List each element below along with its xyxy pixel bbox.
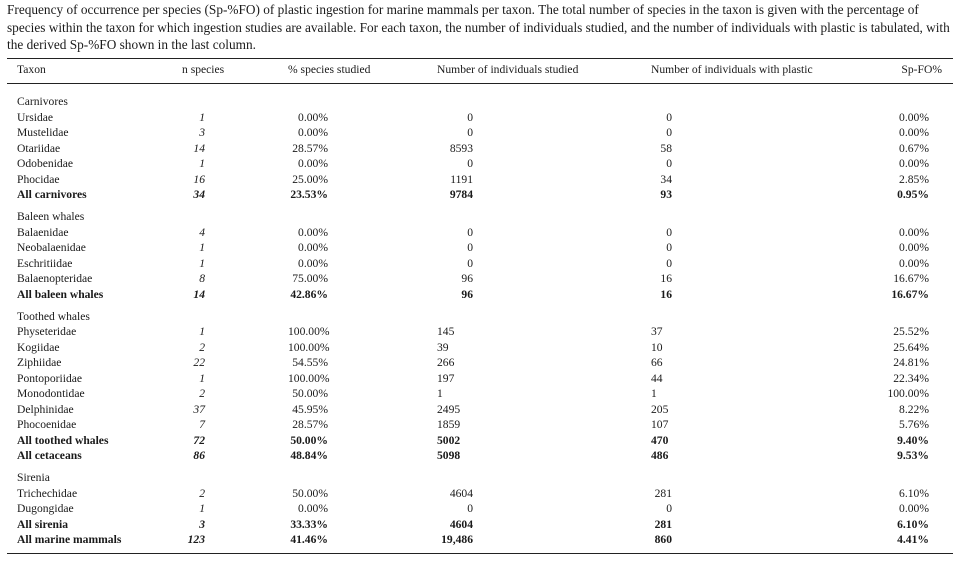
table-row: [0, 340, 967, 355]
cell-taxon: Neobalaenidae: [17, 241, 86, 255]
cell-spfo: 0.00%: [899, 256, 929, 270]
cell-spfo: 0.00%: [899, 241, 929, 255]
cell-pct-studied: 75.00%: [292, 272, 328, 286]
cell-n-individuals: 145: [437, 325, 455, 339]
cell-n-with-plastic: 16: [660, 272, 672, 286]
cell-n-individuals: 39: [437, 340, 449, 354]
header-taxon: Taxon: [17, 63, 46, 76]
cell-spfo: 2.85%: [899, 172, 929, 186]
cell-n-species: 1: [199, 241, 205, 255]
cell-n-with-plastic: 0: [666, 157, 672, 171]
cell-spfo: 6.10%: [897, 517, 929, 531]
cell-n-with-plastic: 1: [651, 387, 657, 401]
cell-taxon: Otariidae: [17, 141, 61, 155]
cell-taxon: Delphinidae: [17, 402, 74, 416]
cell-n-species: 1: [199, 502, 205, 516]
cell-spfo: 0.95%: [897, 188, 929, 202]
table-row: [0, 271, 967, 286]
cell-n-individuals: 96: [461, 272, 473, 286]
cell-taxon: All baleen whales: [17, 287, 104, 301]
cell-n-individuals: 1191: [450, 172, 473, 186]
table-header-row: [0, 62, 967, 77]
cell-n-species: 2: [199, 486, 205, 500]
header-n-species: n species: [182, 63, 225, 76]
cell-n-individuals: 19,486: [441, 533, 473, 547]
cell-spfo: 16.67%: [893, 272, 929, 286]
cell-n-species: 3: [199, 517, 205, 531]
cell-taxon: Trichechidae: [17, 486, 78, 500]
table-row: [0, 501, 967, 516]
cell-taxon: Monodontidae: [17, 387, 85, 401]
total-row: [0, 532, 967, 547]
cell-n-with-plastic: 37: [651, 325, 663, 339]
cell-n-species: 1: [199, 157, 205, 171]
cell-spfo: 25.64%: [893, 340, 929, 354]
header-n-individuals: Number of individuals studied: [437, 63, 579, 76]
cell-taxon: Sirenia: [17, 471, 50, 485]
cell-n-individuals: 197: [437, 371, 455, 385]
cell-spfo: 9.53%: [897, 449, 929, 463]
cell-n-with-plastic: 0: [666, 256, 672, 270]
cell-spfo: 6.10%: [899, 486, 929, 500]
table-row: [0, 324, 967, 339]
table-row: [0, 371, 967, 386]
header-spfo: Sp-FO%: [901, 63, 942, 76]
header-n-with-plastic: Number of individuals with plastic: [651, 63, 813, 76]
cell-spfo: 0.00%: [899, 157, 929, 171]
cell-taxon: Phocidae: [17, 172, 60, 186]
cell-pct-studied: 48.84%: [290, 449, 328, 463]
cell-taxon: Mustelidae: [17, 126, 69, 139]
cell-n-individuals: 96: [461, 287, 473, 301]
cell-taxon: Baleen whales: [17, 210, 85, 223]
cell-n-individuals: 0: [467, 225, 473, 239]
cell-spfo: 100.00%: [887, 387, 929, 401]
total-row: [0, 448, 967, 463]
cell-taxon: Dugongidae: [17, 502, 74, 516]
cell-n-individuals: 0: [467, 110, 473, 124]
total-row: [0, 287, 967, 302]
group-heading-row: [0, 94, 967, 109]
cell-pct-studied: 0.00%: [298, 126, 328, 139]
cell-n-species: 2: [199, 387, 205, 401]
cell-n-species: 14: [193, 141, 205, 155]
cell-n-individuals: 0: [467, 256, 473, 270]
cell-n-with-plastic: 0: [666, 126, 672, 139]
cell-n-species: 2: [199, 340, 205, 354]
total-row: [0, 187, 967, 202]
cell-n-individuals: 1859: [437, 418, 461, 432]
cell-pct-studied: 0.00%: [298, 225, 328, 239]
cell-taxon: Ziphiidae: [17, 356, 62, 370]
cell-taxon: Balaenopteridae: [17, 272, 93, 286]
table-row: [0, 240, 967, 255]
cell-pct-studied: 0.00%: [298, 110, 328, 124]
cell-n-individuals: 5098: [437, 449, 461, 463]
cell-pct-studied: 0.00%: [298, 241, 328, 255]
table-row: [0, 225, 967, 240]
cell-spfo: 22.34%: [893, 371, 929, 385]
cell-taxon: Phocoenidae: [17, 418, 77, 432]
cell-n-with-plastic: 10: [651, 340, 663, 354]
table-header-rule: [7, 83, 953, 84]
group-heading-row: [0, 209, 967, 224]
cell-pct-studied: 0.00%: [298, 502, 328, 516]
cell-n-individuals: 0: [467, 126, 473, 139]
cell-spfo: 24.81%: [893, 356, 929, 370]
cell-n-species: 1: [199, 256, 205, 270]
cell-taxon: Carnivores: [17, 95, 68, 108]
cell-n-species: 3: [199, 126, 205, 139]
cell-pct-studied: 28.57%: [292, 418, 328, 432]
cell-n-species: 37: [193, 402, 205, 416]
cell-pct-studied: 50.00%: [292, 486, 328, 500]
cell-taxon: Kogiidae: [17, 340, 60, 354]
cell-n-with-plastic: 486: [651, 449, 669, 463]
cell-spfo: 16.67%: [891, 287, 929, 301]
cell-pct-studied: 100.00%: [288, 371, 330, 385]
table-row: [0, 256, 967, 271]
cell-n-with-plastic: 66: [651, 356, 663, 370]
cell-taxon: Ursidae: [17, 110, 54, 124]
group-heading-row: [0, 470, 967, 485]
header-pct-studied: % species studied: [288, 63, 371, 76]
total-row: [0, 433, 967, 448]
cell-n-individuals: 266: [437, 356, 455, 370]
cell-pct-studied: 100.00%: [288, 340, 330, 354]
cell-taxon: Pontoporiidae: [17, 371, 83, 385]
cell-taxon: Odobenidae: [17, 157, 74, 171]
cell-n-species: 1: [199, 325, 205, 339]
table-row: [0, 486, 967, 501]
cell-pct-studied: 54.55%: [292, 356, 328, 370]
cell-n-with-plastic: 93: [660, 188, 672, 202]
cell-n-individuals: 0: [467, 157, 473, 171]
cell-n-with-plastic: 44: [651, 371, 663, 385]
cell-spfo: 0.00%: [899, 126, 929, 139]
cell-n-with-plastic: 16: [660, 287, 672, 301]
cell-n-species: 22: [193, 356, 205, 370]
cell-n-with-plastic: 205: [651, 402, 669, 416]
cell-pct-studied: 41.46%: [290, 533, 328, 547]
cell-spfo: 0.00%: [899, 225, 929, 239]
cell-n-species: 86: [193, 449, 205, 463]
cell-n-individuals: 1: [437, 387, 443, 401]
cell-taxon: All cetaceans: [17, 449, 82, 463]
cell-taxon: All sirenia: [17, 517, 68, 531]
table-row: [0, 172, 967, 187]
cell-pct-studied: 0.00%: [298, 157, 328, 171]
table-row: [0, 402, 967, 417]
cell-n-with-plastic: 860: [654, 533, 672, 547]
cell-n-individuals: 4604: [449, 486, 473, 500]
table-row: [0, 110, 967, 125]
cell-taxon: Toothed whales: [17, 309, 90, 323]
cell-spfo: 5.76%: [899, 418, 929, 432]
cell-taxon: Physeteridae: [17, 325, 77, 339]
cell-pct-studied: 45.95%: [292, 402, 328, 416]
cell-n-individuals: 9784: [449, 188, 473, 202]
cell-n-with-plastic: 34: [660, 172, 672, 186]
cell-taxon: All carnivores: [17, 188, 87, 202]
cell-n-with-plastic: 281: [654, 517, 672, 531]
cell-pct-studied: 23.53%: [290, 188, 328, 202]
cell-n-individuals: 0: [467, 502, 473, 516]
table-row: [0, 125, 967, 140]
cell-n-with-plastic: 0: [666, 241, 672, 255]
cell-n-with-plastic: 58: [660, 141, 672, 155]
cell-pct-studied: 25.00%: [292, 172, 328, 186]
table-row: [0, 355, 967, 370]
table-row: [0, 156, 967, 171]
cell-n-species: 34: [193, 188, 205, 202]
cell-n-species: 8: [199, 272, 205, 286]
cell-pct-studied: 33.33%: [290, 517, 328, 531]
cell-n-species: 1: [199, 371, 205, 385]
cell-pct-studied: 0.00%: [298, 256, 328, 270]
cell-spfo: 8.22%: [899, 402, 929, 416]
cell-taxon: All marine mammals: [17, 533, 122, 547]
group-heading-row: [0, 309, 967, 324]
cell-spfo: 9.40%: [897, 433, 929, 447]
cell-n-species: 16: [193, 172, 205, 186]
cell-spfo: 25.52%: [893, 325, 929, 339]
cell-n-species: 72: [193, 433, 205, 447]
cell-taxon: All toothed whales: [17, 433, 109, 447]
cell-n-with-plastic: 0: [666, 110, 672, 124]
cell-pct-studied: 28.57%: [292, 141, 328, 155]
cell-n-individuals: 0: [467, 241, 473, 255]
cell-taxon: Balaenidae: [17, 225, 69, 239]
cell-n-species: 123: [187, 533, 205, 547]
table-row: [0, 386, 967, 401]
cell-spfo: 0.00%: [899, 110, 929, 124]
cell-n-individuals: 2495: [437, 402, 461, 416]
cell-n-individuals: 8593: [449, 141, 473, 155]
cell-spfo: 0.67%: [899, 141, 929, 155]
cell-pct-studied: 50.00%: [292, 387, 328, 401]
cell-n-with-plastic: 0: [666, 502, 672, 516]
cell-n-species: 7: [199, 418, 205, 432]
cell-n-species: 14: [193, 287, 205, 301]
cell-n-with-plastic: 0: [666, 225, 672, 239]
cell-spfo: 0.00%: [899, 502, 929, 516]
table-top-rule: [7, 58, 953, 59]
table-row: [0, 417, 967, 432]
cell-n-with-plastic: 470: [651, 433, 669, 447]
cell-taxon: Eschritiidae: [17, 256, 73, 270]
cell-pct-studied: 42.86%: [290, 287, 328, 301]
table-bottom-rule: [7, 553, 953, 554]
cell-n-individuals: 5002: [437, 433, 461, 447]
cell-n-species: 1: [199, 110, 205, 124]
cell-pct-studied: 100.00%: [288, 325, 330, 339]
cell-n-species: 4: [199, 225, 205, 239]
cell-pct-studied: 50.00%: [290, 433, 328, 447]
cell-n-individuals: 4604: [449, 517, 473, 531]
table-row: [0, 141, 967, 156]
table-caption: Frequency of occurrence per species (Sp-%FO) of plastic ingestion for marine mammals per taxon. The total number of species in the taxon is given with the percentage of species within the taxon for which ingestion studies are available. For each taxon, the number of individuals studied, and the number of individuals with plastic is tabulated, with the derived Sp-%FO shown in the last column.: [7, 2, 950, 52]
cell-n-with-plastic: 107: [651, 418, 669, 432]
cell-spfo: 4.41%: [897, 533, 929, 547]
cell-n-with-plastic: 281: [654, 486, 672, 500]
total-row: [0, 517, 967, 532]
